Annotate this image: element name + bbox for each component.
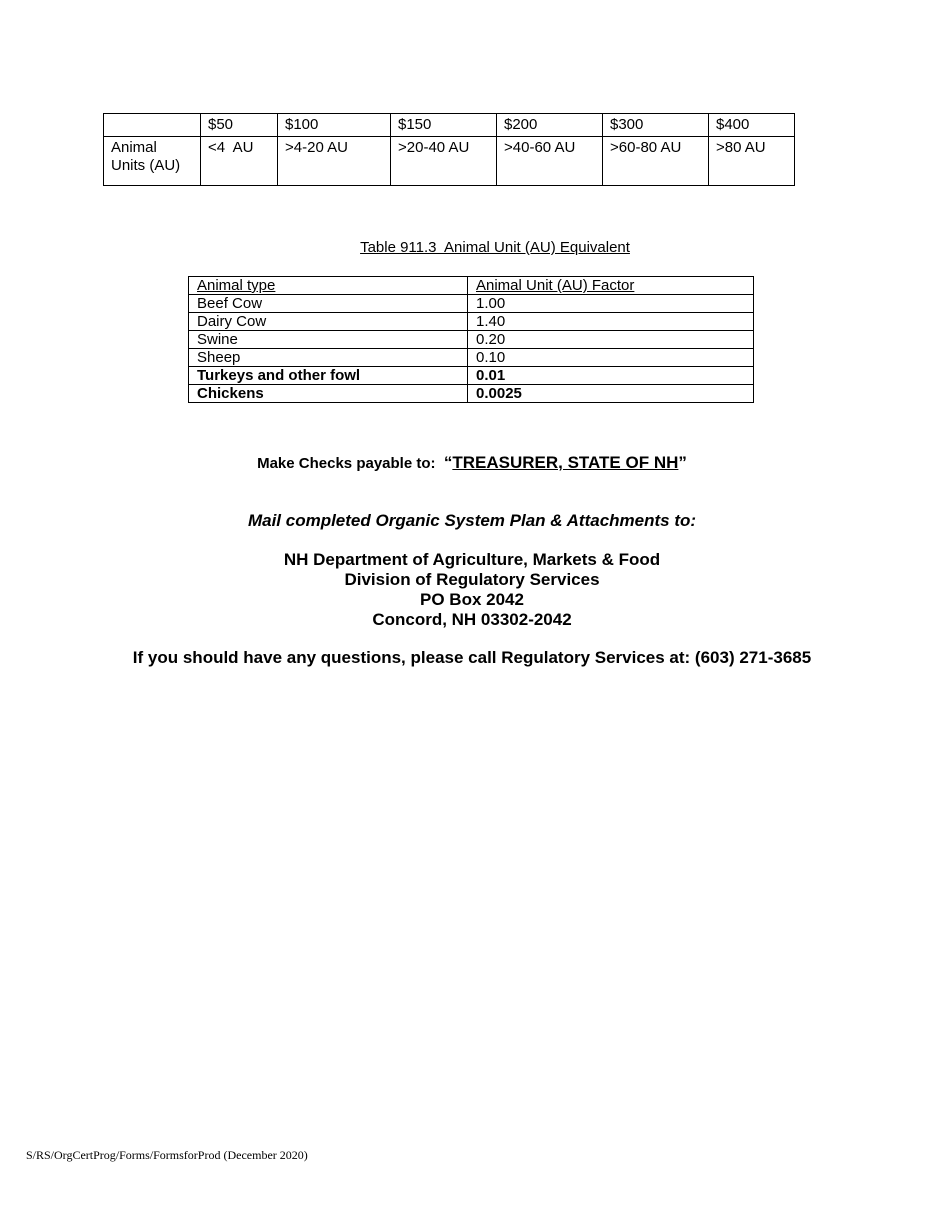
- animal-unit-table: [188, 276, 754, 403]
- au-factor-cell: 1.00: [468, 295, 754, 313]
- payee: [444, 453, 687, 472]
- payee-open-quote: “: [443, 453, 453, 472]
- fee-header-row: [104, 114, 795, 137]
- au-row: [189, 385, 754, 403]
- au-row: [189, 313, 754, 331]
- address-line: Concord, NH 03302-2042: [372, 610, 572, 629]
- au-animal-cell: Dairy Cow: [189, 313, 468, 331]
- fee-header-cell: $50: [201, 114, 278, 137]
- au-header-factor: Animal Unit (AU) Factor: [468, 277, 754, 295]
- payment-label: Make Checks payable to:: [257, 455, 436, 472]
- au-row: [189, 295, 754, 313]
- contact-line: If you should have any questions, please call Regulatory Services at: (603) 271-3685: [132, 648, 812, 667]
- au-row: [189, 349, 754, 367]
- fee-header-cell: $300: [603, 114, 709, 137]
- fee-value-cell: <4 AU: [201, 137, 278, 186]
- address-line: PO Box 2042: [420, 590, 524, 609]
- mailing-address: [0, 550, 944, 630]
- fee-value-cell: >20-40 AU: [391, 137, 497, 186]
- au-header-animal: Animal type: [189, 277, 468, 295]
- payee-name: TREASURER, STATE OF NH: [452, 453, 679, 472]
- au-animal-cell: Turkeys and other fowl: [189, 367, 468, 385]
- payment-instruction: [0, 453, 944, 473]
- fee-values-row: [104, 137, 795, 186]
- fee-value-cell: >60-80 AU: [603, 137, 709, 186]
- au-factor-cell: 0.0025: [468, 385, 754, 403]
- fee-schedule-table: [103, 113, 795, 186]
- au-row: [189, 331, 754, 349]
- fee-row-label-line1: Animal: [111, 139, 157, 156]
- au-factor-cell: 0.10: [468, 349, 754, 367]
- au-animal-cell: Swine: [189, 331, 468, 349]
- fee-header-cell: $100: [278, 114, 391, 137]
- au-row: [189, 367, 754, 385]
- fee-header-cell: $150: [391, 114, 497, 137]
- au-animal-cell: Sheep: [189, 349, 468, 367]
- footer-path: S/RS/OrgCertProg/Forms/FormsforProd (December 2020): [26, 1148, 308, 1162]
- address-line: NH Department of Agriculture, Markets & Food: [283, 550, 661, 569]
- fee-header-cell: $400: [709, 114, 795, 137]
- au-animal-cell: Chickens: [189, 385, 468, 403]
- fee-row-label: [104, 137, 201, 186]
- fee-value-cell: >40-60 AU: [497, 137, 603, 186]
- au-factor-cell: 1.40: [468, 313, 754, 331]
- au-factor-cell: 0.20: [468, 331, 754, 349]
- au-factor-cell: 0.01: [468, 367, 754, 385]
- address-line: Division of Regulatory Services: [344, 570, 600, 589]
- au-animal-cell: Beef Cow: [189, 295, 468, 313]
- fee-header-cell: [104, 114, 201, 137]
- mail-instruction: Mail completed Organic System Plan & Attachments to:: [247, 511, 697, 530]
- fee-header-cell: $200: [497, 114, 603, 137]
- fee-value-cell: >80 AU: [709, 137, 795, 186]
- au-table-caption: Table 911.3 Animal Unit (AU) Equivalent: [360, 239, 630, 256]
- payee-close-quote: ”: [678, 453, 687, 472]
- au-header-row: [189, 277, 754, 295]
- fee-row-label-line2: Units (AU): [111, 157, 181, 174]
- fee-value-cell: >4-20 AU: [278, 137, 391, 186]
